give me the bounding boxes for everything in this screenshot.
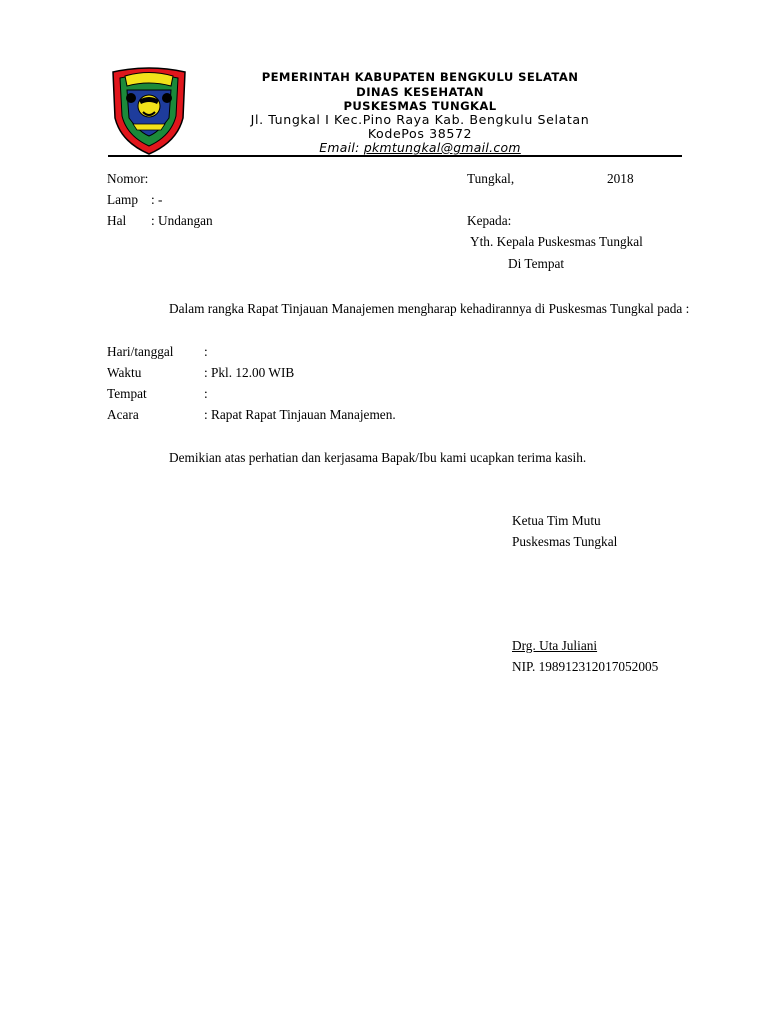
signature-title: Ketua Tim Mutu (512, 513, 601, 528)
detail-label-time: Waktu (107, 365, 142, 380)
recipient-name: Yth. Kepala Puskesmas Tungkal (470, 234, 643, 249)
detail-value-agenda: : Rapat Rapat Tinjauan Manajemen. (204, 407, 396, 422)
letter-year: 2018 (607, 171, 634, 186)
header-postal-code: KodePos 38572 (367, 126, 473, 141)
intro-paragraph: Dalam rangka Rapat Tinjauan Manajemen mengharap kehadirannya di Puskesmas Tungkal pada : (169, 301, 690, 316)
detail-label-agenda: Acara (107, 407, 139, 422)
header-department: DINAS KESEHATAN (356, 85, 484, 99)
detail-value-time: : Pkl. 12.00 WIB (204, 365, 295, 380)
lamp-value: : - (151, 192, 163, 207)
signature-institution: Puskesmas Tungkal (512, 534, 618, 549)
email-link[interactable]: pkmtungkal@gmail.com (363, 140, 521, 155)
recipient-heading: Kepada: (467, 213, 512, 228)
header-address: Jl. Tungkal I Kec.Pino Raya Kab. Bengkulu Selatan (250, 112, 590, 127)
nomor-row (107, 171, 148, 187)
nomor-colon: : (144, 171, 149, 186)
recipient-location: Di Tempat (508, 256, 565, 271)
hal-value: : Undangan (151, 213, 213, 228)
signature-name: Drg. Uta Juliani (512, 638, 598, 653)
kabupaten-emblem-logo (109, 66, 189, 156)
letter-place: Tungkal, (467, 171, 515, 186)
closing-paragraph: Demikian atas perhatian dan kerjasama Bapak/Ibu kami ucapkan terima kasih. (169, 450, 587, 465)
email-label: Email: (319, 140, 360, 155)
signature-nip: NIP. 198912312017052005 (512, 659, 659, 674)
hal-label: Hal (107, 213, 127, 228)
header-institution: PUSKESMAS TUNGKAL (343, 99, 497, 113)
header-email (200, 140, 640, 155)
detail-value-place: : (204, 386, 208, 401)
detail-label-date: Hari/tanggal (107, 344, 174, 359)
header-divider (108, 155, 682, 157)
nomor-label: Nomor (107, 171, 145, 186)
detail-value-date: : (204, 344, 208, 359)
header-government: PEMERINTAH KABUPATEN BENGKULU SELATAN (261, 70, 579, 84)
lamp-label: Lamp (107, 192, 139, 207)
detail-label-place: Tempat (107, 386, 147, 401)
